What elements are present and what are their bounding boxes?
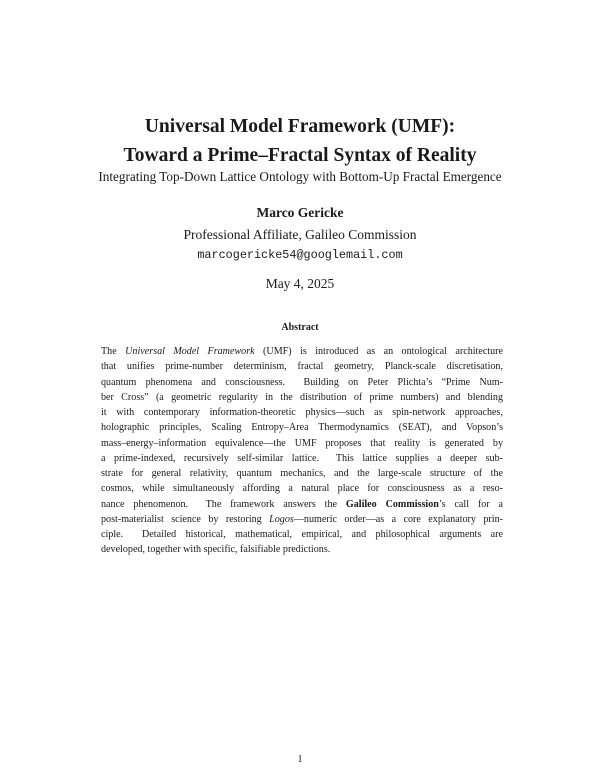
abstract-text: quantum phenomena and consciousness. Building on Peter Plichta’s “Prime Num-	[101, 376, 503, 388]
abstract-line	[101, 542, 503, 557]
abstract-line	[101, 436, 503, 451]
abstract-italic-text: Logos	[269, 513, 294, 525]
abstract-text: post-materialist science by restoring	[101, 513, 270, 525]
abstract-line	[101, 466, 503, 481]
paper-subtitle: Integrating Top-Down Lattice Ontology with Bottom-Up Fractal Emergence	[98, 169, 502, 184]
abstract-line	[101, 512, 503, 527]
abstract-text: —numeric order—as a core explanatory prin-	[293, 513, 503, 525]
abstract-italic-text: Universal Model Framework	[125, 346, 255, 357]
abstract-line	[101, 344, 503, 359]
abstract-line	[101, 359, 503, 374]
paper-date: May 4, 2025	[265, 276, 335, 291]
abstract-text: it with contemporary information-theoretic physics—such as spin-network approaches,	[101, 407, 503, 418]
author-email[interactable]: marcogericke54@googlemail.com	[197, 248, 403, 262]
abstract-line	[101, 481, 503, 496]
abstract-text: a prime-indexed, recursively self-similar lattice. This lattice supplies a deeper sub-	[101, 452, 503, 464]
abstract-text: that unifies prime-number determinism, fractal geometry, Planck-scale discretisation,	[101, 361, 503, 373]
abstract-heading: Abstract	[281, 322, 319, 333]
abstract-line	[101, 527, 503, 542]
title-line-1: Universal Model Framework (UMF):	[144, 116, 456, 137]
page-number: 1	[297, 754, 303, 765]
abstract-text: holographic principles, Scaling Entropy–Area Thermodynamics (SEAT), and Vopson’s	[101, 422, 503, 434]
abstract-text: mass–energy–information equivalence—the UMF proposes that reality is generated by	[101, 437, 503, 449]
abstract-line	[101, 451, 503, 466]
abstract-line	[101, 420, 503, 435]
abstract-bold-text: Galileo Commission	[345, 498, 439, 510]
abstract-text: ciple. Detailed historical, mathematical, empirical, and philosophical arguments are	[101, 529, 503, 540]
abstract-text: ber Cross” (a geometric regularity in the distribution of prime numbers) and blending	[101, 391, 503, 403]
abstract-body	[101, 344, 503, 558]
abstract-text: ’s call for a	[438, 498, 503, 510]
abstract-text: strate for general relativity, quantum mechanics, and the large-scale structure of the	[101, 468, 503, 479]
abstract-line	[101, 497, 503, 512]
abstract-line	[101, 405, 503, 420]
author-name: Marco Gericke	[256, 205, 344, 220]
title-line-2: Toward a Prime–Fractal Syntax of Reality	[123, 145, 477, 166]
author-affiliation: Professional Affiliate, Galileo Commission	[183, 227, 417, 242]
paper-title	[0, 112, 600, 170]
abstract-line	[101, 375, 503, 390]
abstract-line	[101, 390, 503, 405]
abstract-text: nance phenomenon. The framework answers the	[101, 498, 346, 510]
abstract-text: (UMF) is introduced as an ontological architecture	[254, 346, 504, 357]
abstract-text: The	[101, 346, 126, 357]
abstract-text: developed, together with specific, falsifiable predictions.	[101, 544, 331, 556]
abstract-text: cosmos, while simultaneously affording a natural place for consciousness as a reso-	[101, 483, 503, 495]
